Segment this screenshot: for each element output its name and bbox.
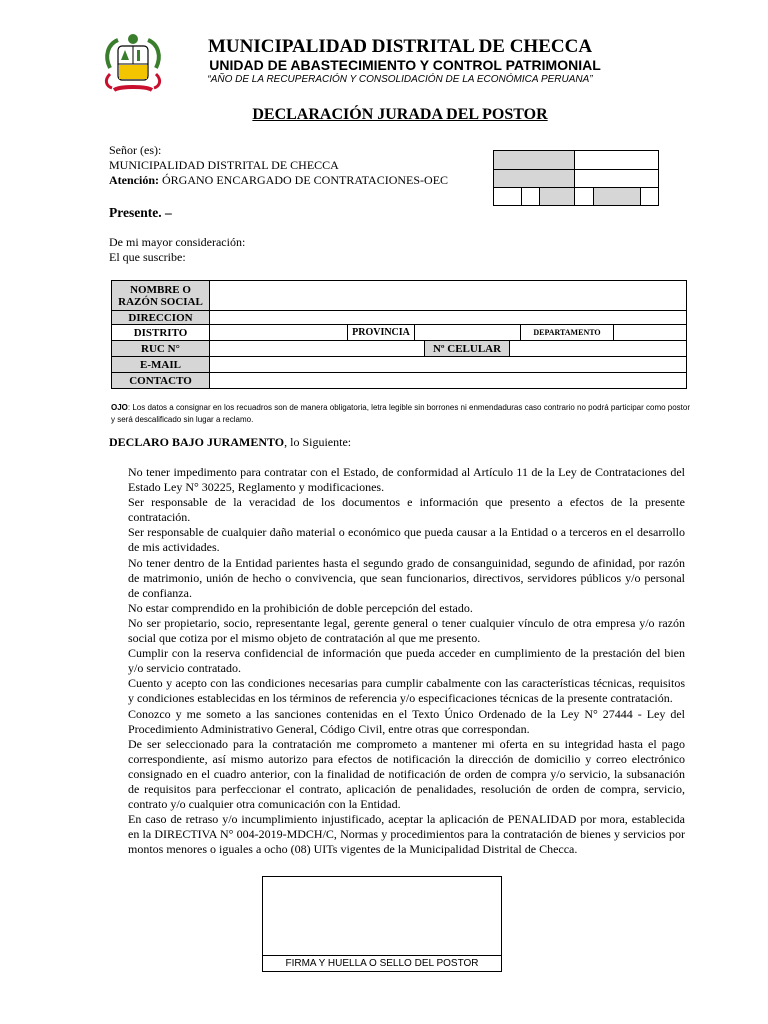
ojo-text: : Los datos a consignar en los recuadros son de manera obligatoria, letra legible sin borrones ni enmendaduras caso contrario no podrá participar como postor y será descalificado sin lugar a reclamo. <box>111 403 691 424</box>
signature-box[interactable] <box>262 876 502 972</box>
ojo-note <box>111 402 691 426</box>
peru-coat-of-arms-logo <box>100 30 166 96</box>
form-row-ruc <box>112 341 686 357</box>
declaro-label: DECLARO BAJO JURAMENTO <box>109 435 285 449</box>
nombre-field[interactable] <box>210 281 686 310</box>
declarations-list <box>128 465 685 857</box>
provincia-label: PROVINCIA <box>347 325 415 340</box>
grid-cell[interactable] <box>641 188 658 205</box>
signature-label: FIRMA Y HUELLA O SELLO DEL POSTOR <box>263 955 501 971</box>
address-block <box>109 143 448 188</box>
greeting-line: El que suscribe: <box>109 250 186 264</box>
declaration-item: Conozco y me someto a las sanciones contenidas en el Texto Único Ordenado de la Ley N° 27444 - Ley del Procedimiento Administrativo General, Código Civil, entre otras que correspondan. <box>128 706 685 736</box>
form-row-direccion <box>112 311 686 325</box>
departamento-field[interactable] <box>614 325 686 340</box>
grid-cell[interactable] <box>494 151 575 170</box>
reference-grid <box>493 150 659 206</box>
form-row-distrito <box>112 325 686 341</box>
grid-cell[interactable] <box>494 188 522 205</box>
declaration-item: No estar comprendido en la prohibición de doble percepción del estado. <box>128 600 473 615</box>
ruc-field[interactable] <box>210 341 424 356</box>
declaro-rest: , lo Siguiente: <box>284 435 352 449</box>
declaration-item: En caso de retraso y/o incumplimiento injustificado, aceptar la aplicación de PENALIDAD por mora, establecida en la DIRECTIVA N° 004-2019-MDCH/C, Normas y procedimientos para la contratación de bienes y servicios por montos menores o iguales a ocho (08) UITs vigentes de la Municipalidad Distrital de Checca. <box>128 812 685 857</box>
grid-cell[interactable] <box>540 188 575 205</box>
distrito-field[interactable] <box>210 325 347 340</box>
form-row-contacto <box>112 373 686 388</box>
bidder-data-form <box>111 280 687 389</box>
declaro-heading <box>109 435 351 450</box>
declaration-item: No tener dentro de la Entidad parientes hasta el segundo grado de consanguinidad, segundo de afinidad, por razón de matrimonio, unión de hecho o convivencia, que sean funcionarios, directivos, servidores públicos y/o personal de confianza. <box>128 555 685 600</box>
presente-heading: Presente. – <box>109 205 172 220</box>
grid-cell[interactable] <box>575 151 658 170</box>
contacto-label: CONTACTO <box>112 373 210 388</box>
celular-field[interactable] <box>510 341 686 356</box>
celular-label: Nº CELULAR <box>424 341 510 356</box>
attention-value: ÓRGANO ENCARGADO DE CONTRATACIONES-OEC <box>159 173 449 187</box>
declaration-item: No tener impedimento para contratar con el Estado, de conformidad al Artículo 11 de la Ley de Contrataciones del Estado Ley N° 30225, Reglamento y modificaciones. <box>128 465 685 495</box>
declaration-item: Cuento y acepto con las condiciones necesarias para cumplir cabalmente con las características técnicas, requisitos y condiciones establecidas en los términos de referencia y/o especificaciones técnicas de la presente contratación. <box>128 676 685 706</box>
direccion-field[interactable] <box>210 311 686 324</box>
municipality-title: MUNICIPALIDAD DISTRITAL DE CHECCA <box>207 36 593 57</box>
grid-cell[interactable] <box>575 188 594 205</box>
year-motto: “AÑO DE LA RECUPERACIÓN Y CONSOLIDACIÓN DE LA ECONÓMICA PERUANA” <box>207 74 593 85</box>
declaration-item: Ser responsable de la veracidad de los documentos e información que presento a efectos de la presente contratación. <box>128 495 685 525</box>
email-field[interactable] <box>210 357 686 372</box>
ojo-label: OJO <box>111 403 128 412</box>
declaration-item: De ser seleccionado para la contratación me comprometo a mantener mi oferta en su integridad hasta el pago correspondiente, así mismo autorizo para efectos de notificación la dirección de domicilio y correo electrónico consignado en el cuadro anterior, con la finalidad de notificación de orden de compra y/o servicio, la subsanación de requisitos para perfeccionar el contrato, aplicación de penalidades, resolución de orden de compra, servicio, contrato y/o cualquier otra comunicación con la Entidad. <box>128 736 685 812</box>
declaration-item: Cumplir con la reserva confidencial de información que pueda acceder en cumplimiento de la prestación del bien y/o servicio contratado. <box>128 646 685 676</box>
departamento-label: DEPARTAMENTO <box>520 325 614 340</box>
greeting-line: De mi mayor consideración: <box>109 235 246 249</box>
address-recipient: MUNICIPALIDAD DISTRITAL DE CHECCA <box>109 158 339 172</box>
declaration-item: Ser responsable de cualquier daño material o económico que pueda causar a la Entidad o a terceros en el desarrollo de mis actividades. <box>128 525 685 555</box>
document-title: DECLARACIÓN JURADA DEL POSTOR <box>252 106 548 123</box>
form-row-email <box>112 357 686 373</box>
contacto-field[interactable] <box>210 373 686 388</box>
address-salutation: Señor (es): <box>109 143 162 157</box>
declaration-item: No ser propietario, socio, representante legal, gerente general o tener cualquier vínculo de otra empresa y/o razón social que cotiza por el mismo objeto de contratación al que me presento. <box>128 615 685 646</box>
unit-subtitle: UNIDAD DE ABASTECIMIENTO Y CONTROL PATRIMONIAL <box>209 57 601 73</box>
grid-cell[interactable] <box>575 170 658 188</box>
address-attention <box>109 173 448 188</box>
grid-cell[interactable] <box>522 188 540 205</box>
grid-cell[interactable] <box>494 170 575 188</box>
provincia-field[interactable] <box>415 325 520 340</box>
grid-cell[interactable] <box>594 188 641 205</box>
greeting <box>109 235 245 265</box>
attention-label: Atención: <box>109 173 159 187</box>
email-label: E-MAIL <box>112 357 210 372</box>
distrito-label: DISTRITO <box>112 325 210 340</box>
ruc-label: RUC N° <box>112 341 210 356</box>
form-row-nombre <box>112 281 686 311</box>
direccion-label: DIRECCION <box>112 311 210 324</box>
nombre-label: NOMBRE O RAZÓN SOCIAL <box>112 281 210 310</box>
